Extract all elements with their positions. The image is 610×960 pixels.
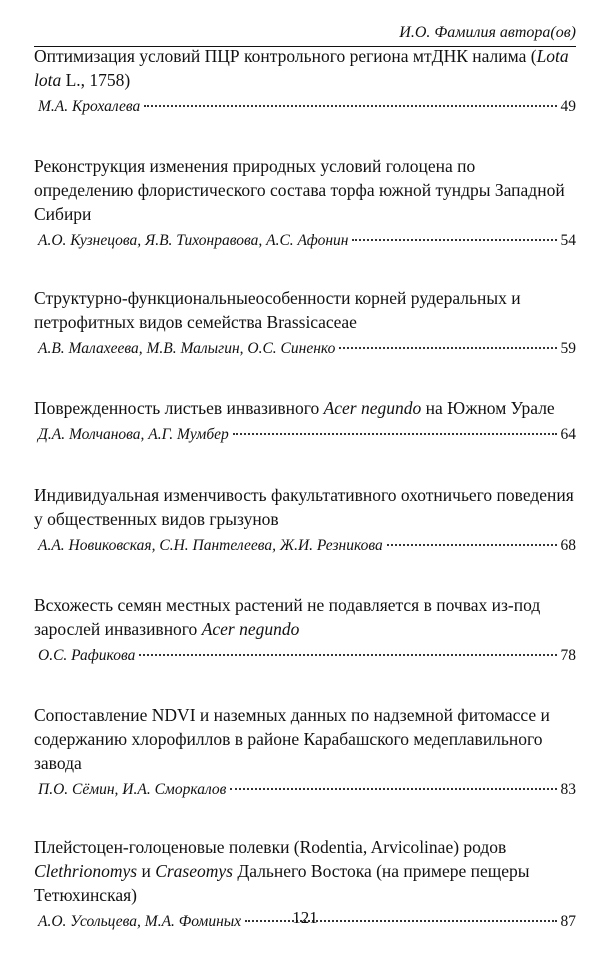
title-italic-text: Clethrionomys [34, 861, 138, 881]
entry-authors: А.А. Новиковская, С.Н. Пантелеева, Ж.И. Резникова [38, 537, 383, 554]
author-line [34, 424, 576, 446]
author-line [34, 645, 576, 667]
toc-entry [34, 396, 576, 446]
title-text: Поврежденность листьев инвазивного [34, 398, 324, 418]
entry-authors: А.О. Кузнецова, Я.В. Тихонравова, А.С. Афонин [38, 232, 349, 249]
entry-authors: А.В. Малахеева, М.В. Малыгин, О.С. Синенко [38, 340, 336, 357]
title-text: Индивидуальная изменчивость факультативного охотничьего поведения у общественных видов грызунов [34, 485, 574, 529]
entry-authors: П.О. Сёмин, И.А. Сморкалов [38, 781, 227, 798]
entry-title [34, 396, 576, 420]
entry-authors: М.А. Крохалева [38, 98, 141, 115]
entry-authors: О.С. Рафикова [38, 647, 136, 664]
toc-entry [34, 703, 576, 801]
author-line [34, 230, 576, 252]
entry-title [34, 44, 576, 92]
entry-page-number: 68 [560, 537, 576, 554]
title-text: и [137, 861, 156, 881]
title-text: Реконструкция изменения природных условий голоцена по определению флористического состава торфа южной тундры Западной Сибири [34, 156, 565, 224]
page-number: 121 [292, 908, 318, 927]
entry-title [34, 154, 576, 226]
dot-leader [139, 654, 556, 656]
title-italic-text: Acer negundo [201, 619, 300, 639]
entry-authors: А.О. Усольцева, М.А. Фоминых [38, 913, 242, 930]
title-text: Структурно-функциональныеособенности корней рудеральных и петрофитных видов семейства Brassicaceae [34, 288, 521, 332]
entry-title [34, 286, 576, 334]
entry-page-number: 59 [560, 340, 576, 357]
entry-page-number: 78 [560, 647, 576, 664]
toc-entry [34, 593, 576, 667]
title-text: Оптимизация условий ПЦР контрольного региона мтДНК налима ( [34, 46, 537, 66]
title-text: Всхожесть семян местных растений не подавляется в почвах из-под зарослей инвазивного [34, 595, 541, 639]
title-text: Сопоставление NDVI и наземных данных по надземной фитомассе и содержанию хлорофиллов в районе Карабашского медеплавильного завода [34, 705, 550, 773]
entry-title [34, 593, 576, 641]
dot-leader [230, 788, 556, 790]
author-line [34, 535, 576, 557]
title-italic-text: Lota lota [34, 46, 569, 90]
toc-entry [34, 483, 576, 557]
entry-page-number: 83 [560, 781, 576, 798]
toc-entry [34, 154, 576, 252]
author-line [34, 96, 576, 118]
entry-title [34, 703, 576, 775]
running-head: И.О. Фамилия автора(ов) [34, 24, 576, 47]
entry-page-number: 64 [560, 426, 576, 443]
dot-leader [339, 347, 556, 349]
dot-leader [352, 239, 556, 241]
entry-title [34, 835, 576, 907]
entry-page-number: 54 [560, 232, 576, 249]
title-italic-text: Craseomys [155, 861, 233, 881]
entry-page-number: 87 [560, 913, 576, 930]
title-text: Дальнего Востока (на примере пещеры Тетюхинская) [34, 861, 530, 905]
dot-leader [233, 433, 557, 435]
table-of-contents [34, 44, 576, 933]
dot-leader [387, 544, 557, 546]
title-text: на Южном Урале [421, 398, 555, 418]
title-text: Плейстоцен-голоценовые полевки (Rodentia, Arvicolinae) родов [34, 837, 507, 857]
toc-entry [34, 44, 576, 118]
title-italic-text: Acer negundo [323, 398, 422, 418]
author-line [34, 779, 576, 801]
entry-authors: Д.А. Молчанова, А.Г. Мумбер [38, 426, 229, 443]
title-text: L., 1758) [61, 70, 131, 90]
author-line [34, 338, 576, 360]
entry-title [34, 483, 576, 531]
toc-entry [34, 286, 576, 360]
entry-page-number: 49 [560, 98, 576, 115]
dot-leader [144, 105, 556, 107]
